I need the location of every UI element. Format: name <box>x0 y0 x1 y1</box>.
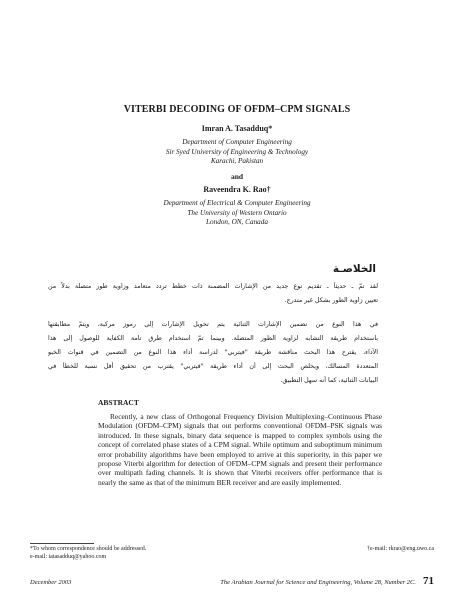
abstract-text: Recently, a new class of Orthogonal Frequency Division Multiplexing–Continuous Phase Modulation (OFDM–CPM) signals that out performs conventional OFDM–PSK signals was introduced. In these signals, binary data sequence is mapped to complex symbols using the concept of correlated phase states of a CPM signal. While optimum and suboptimum minimum error probability algorithms have been employed to arrive at this superiority, in this paper we propose Viterbi algorithm for detection of OFDM–CPM signals and present their performance over multipath fading channels. It is shown that Viterbi receivers offer performance that is nearly the same as that of the minimum BER receiver and are easily implemented. <box>98 412 382 487</box>
arabic-abstract-line: باستخدام طريقة التشابه لزاوية الطور المتصلة. وبينما تمّ استخدام طرق تامة الكفاية للوصول إلى هذا <box>48 335 378 342</box>
author-name: Imran A. Tasadduq* <box>201 124 273 133</box>
arabic-abstract-line: تعيين زاوية الطور بشكل غير متدرج. <box>284 297 378 304</box>
affiliation-institution: The University of Western Ontario <box>187 208 287 217</box>
arabic-abstract-line: الأداء، يقترح هذا البحث مناقشة طريقة "فيتربي" لدراسة أداء هذا النوع من التضمين في قنوات الخبو <box>48 349 378 356</box>
footnote-correspondence <box>30 546 146 561</box>
paper-title: VITERBI DECODING OF OFDM–CPM SIGNALS <box>123 104 351 115</box>
affiliation-location: London, ON, Canada <box>206 218 268 227</box>
footnote-email: †e-mail: rkrao@eng.uwo.ca <box>367 546 434 552</box>
arabic-abstract-line: لقد تمّ ـ حديثاً ـ تقديم نوع جديد من الإشارات المضمنة ذات خطط تردد متعامد وزاوية طور متصلة بدلاً من <box>48 283 378 290</box>
affiliation-department: Department of Electrical & Computer Engineering <box>163 199 311 207</box>
author-affiliation <box>0 199 474 228</box>
page-number: 71 <box>423 575 434 587</box>
arabic-abstract-heading: الخلاصـة <box>332 263 376 275</box>
abstract-body <box>98 412 382 487</box>
author-conjunction: and <box>230 172 244 181</box>
arabic-abstract-line: المتعددة المسالك، ويخلص البحث إلى أن أداء طريقة "فيتربي" يقترب من تحقيق أقل نسبة للخطأ في <box>48 363 378 370</box>
footnote-email: e-mail: iatasadduq@yahoo.com <box>30 553 107 560</box>
author-affiliation <box>0 138 474 167</box>
affiliation-department: Department of Computer Engineering <box>182 138 292 146</box>
abstract-heading: ABSTRACT <box>98 398 139 407</box>
footnote-divider <box>30 543 94 544</box>
author-name: Raveendra K. Rao† <box>203 185 271 194</box>
arabic-abstract-line: البيانات الثنائية، كما أنه سهل التطبيق. <box>280 377 378 384</box>
affiliation-location: Karachi, Pakistan <box>210 157 264 166</box>
arabic-abstract-line: في هذا النوع من تضمين الإشارات الثنائية يتم تحويل الإشارات إلى رموز مركبة، ويتمّ مطابقتها <box>48 321 378 328</box>
affiliation-institution: Sir Syed University of Engineering & Technology <box>165 147 309 156</box>
footnote-line: *To whom correspondence should be addressed. <box>30 546 147 552</box>
footer-date: December 2003 <box>30 579 72 586</box>
footer-journal-citation: The Arabian Journal for Science and Engineering, Volume 28, Number 2C. <box>220 579 416 586</box>
